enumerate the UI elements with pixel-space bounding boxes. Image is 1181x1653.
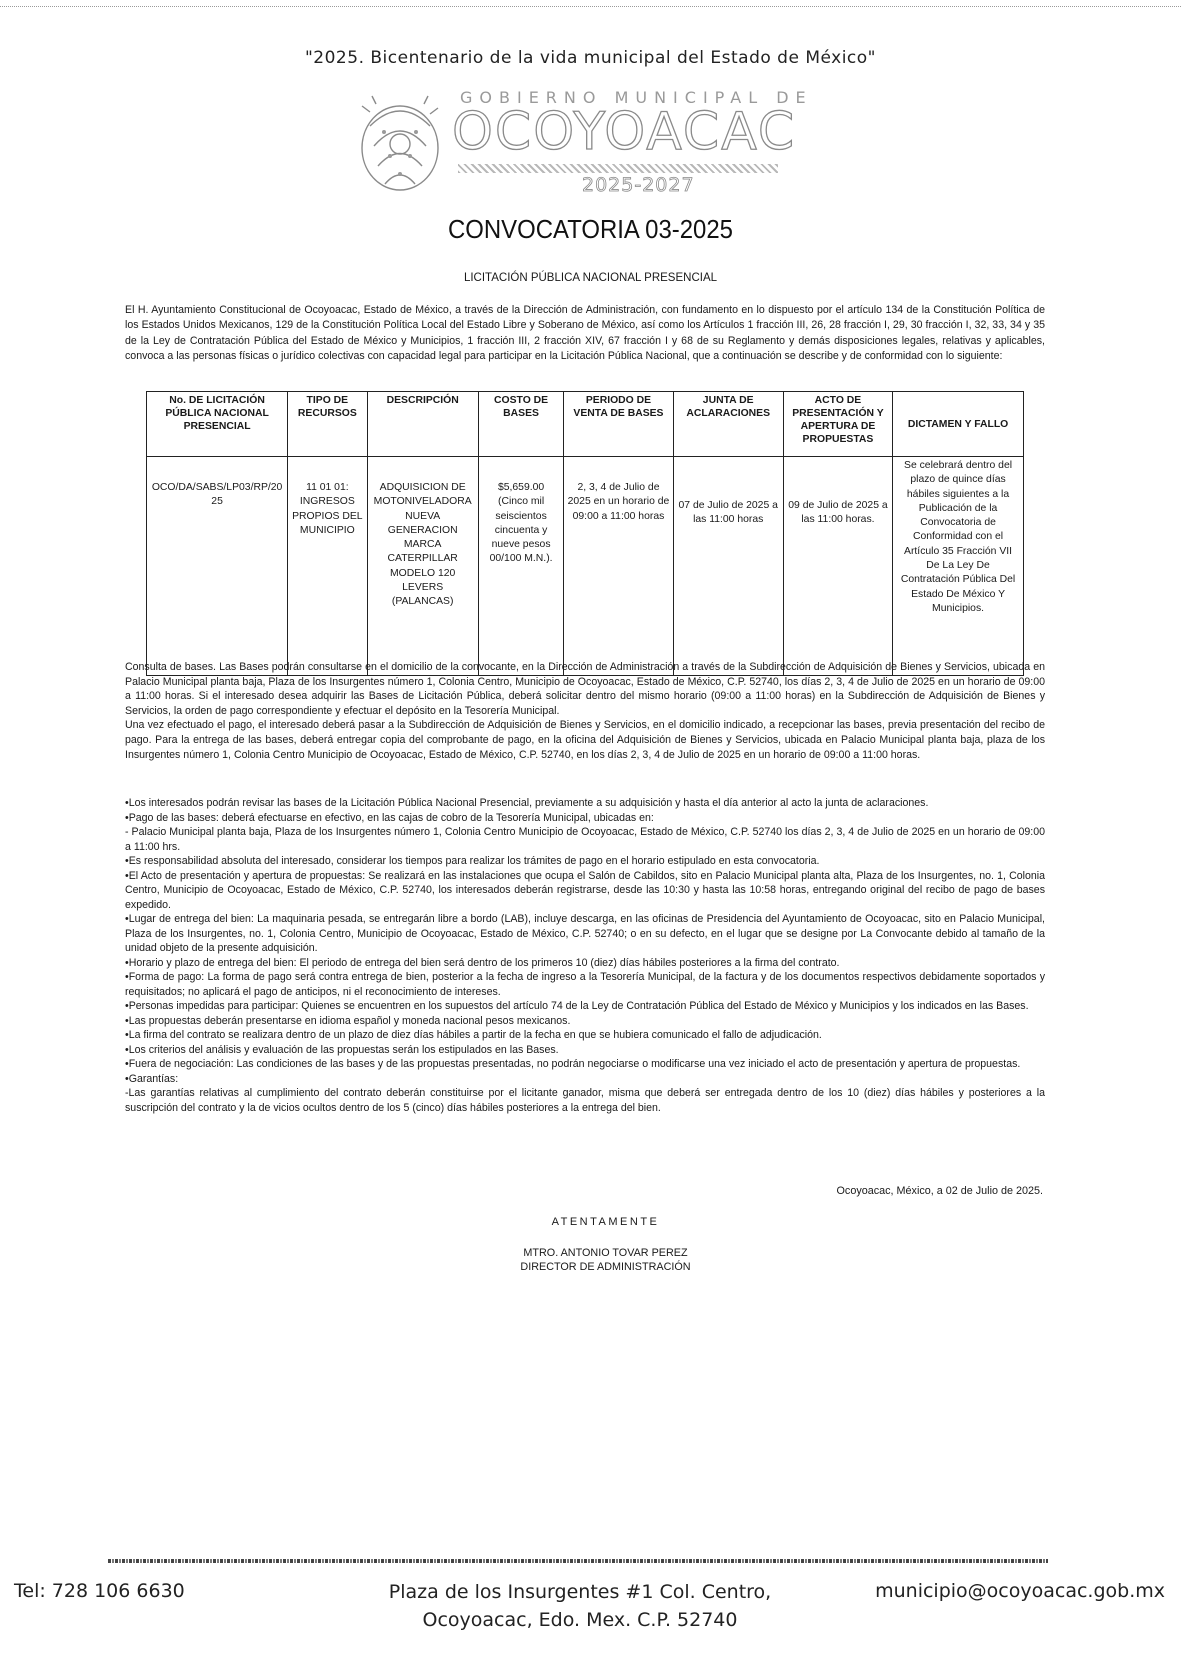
page-subtitle: LICITACIÓN PÚBLICA NACIONAL PRESENCIAL bbox=[463, 272, 718, 284]
page-title: CONVOCATORIA 03-2025 bbox=[448, 214, 733, 244]
footer-email: municipio@ocoyoacac.gob.mx bbox=[875, 1580, 1165, 1602]
signer-name: MTRO. ANTONIO TOVAR PEREZ bbox=[523, 1247, 688, 1259]
table-header: JUNTA DE ACLARACIONES bbox=[673, 392, 783, 457]
consulta-section bbox=[125, 660, 1045, 762]
consulta-paragraph: Consulta de bases. Las Bases podrán consultarse en el domicilio de la convocante, en la Dirección de Administración a través de la Subdirección de Adquisición de Bienes y Servicios, ubicada en Palacio Municipal planta baja, Plaza de los Insurgentes número 1, Colonia Centro, Municipio de Ocoyoacac, Estado de México, C.P. 52740, los días 2, 3, 4 de Julio de 2025 en un horario de 09:00 a 11:00 horas. Si el interesado desea adquirir las Bases de Licitación Pública, deberá solicitar dentro del mismo horario (09:00 a 11:00 horas) en la Subdirección de Adquisición de Bienes y Servicios, la orden de pago correspondiente y efectuar el depósito en la Tesorería Municipal. bbox=[125, 661, 1045, 717]
footer-phone: Tel: 728 106 6630 bbox=[14, 1580, 185, 1602]
closing-atentamente: ATENTAMENTE bbox=[551, 1216, 660, 1228]
table-header: No. DE LICITACIÓN PÚBLICA NACIONAL PRESENCIAL bbox=[147, 392, 288, 457]
list-item: •Forma de pago: La forma de pago será contra entrega de bien, posterior a la fecha de ingreso a la Tesorería Municipal, de la factura y de los documentos respectivos debidamente soportados y requisitados; no aplicará el pago de anticipos, ni el reconocimiento de intereses. bbox=[125, 971, 1045, 998]
table-header: PERIODO DE VENTA DE BASES bbox=[564, 392, 673, 457]
signer-role: DIRECTOR DE ADMINISTRACIÓN bbox=[520, 1261, 691, 1273]
list-item: •Garantías: bbox=[125, 1072, 179, 1085]
table-header: COSTO DE BASES bbox=[478, 392, 564, 457]
footer-address-line: Ocoyoacac, Edo. Mex. C.P. 52740 bbox=[422, 1609, 738, 1631]
logo-ornament-band bbox=[458, 164, 778, 173]
date-line: Ocoyoacac, México, a 02 de Julio de 2025. bbox=[836, 1185, 1043, 1197]
table-cell-dictamen: Se celebrará dentro del plazo de quince días hábiles siguientes a la Publicación de la Convocatoria de Conformidad con el Artículo 35 Fracción VII De La Ley De Contratación Pública Del Estado De México Y Municipios. bbox=[893, 457, 1024, 676]
table-row bbox=[147, 457, 1024, 676]
licitacion-table bbox=[146, 391, 1024, 676]
list-item: •El Acto de presentación y apertura de propuestas: Se realizará en las instalaciones que ocupa el Salón de Cabildos, sito en Palacio Municipal planta alta, Plaza de los Insurgentes, no. 1, Colonia Centro, Municipio de Ocoyoacac, Estado de México, C.P. 52740, los interesados deberán registrarse, desde las 10:30 y hasta las 10:58 horas, entregando original del recibo de pago de bases expedido. bbox=[125, 869, 1045, 911]
list-item: •Es responsabilidad absoluta del interesado, considerar los tiempos para realizar los trámites de pago en el horario estipulado en esta convocatoria. bbox=[125, 855, 820, 867]
table-header: ACTO DE PRESENTACIÓN Y APERTURA DE PROPUESTAS bbox=[783, 392, 892, 457]
table-cell-recursos: 11 01 01: INGRESOS PROPIOS DEL MUNICIPIO bbox=[288, 457, 367, 676]
table-header-row bbox=[147, 392, 1024, 457]
table-cell-numero: OCO/DA/SABS/LP03/RP/2025 bbox=[147, 457, 288, 676]
conditions-list bbox=[125, 796, 1045, 1115]
list-item: •Los criterios del análisis y evaluación de las propuestas serán los estipulados en las Bases. bbox=[125, 1043, 559, 1056]
list-item: -Las garantías relativas al cumplimiento del contrato deberán constituirse por el licitante ganador, misma que deberá ser entregada dentro de los 10 (diez) días hábiles y posteriores a la suscripción del contrato y la de vicios ocultos dentro de los 5 (cinco) días hábiles posteriores a la entrega del bien. bbox=[125, 1087, 1045, 1114]
motto-line: "2025. Bicentenario de la vida municipal del Estado de México" bbox=[304, 48, 876, 68]
emblem-icon bbox=[350, 86, 450, 204]
footer-address bbox=[380, 1578, 780, 1634]
table-cell-acto: 09 de Julio de 2025 a las 11:00 horas. bbox=[783, 457, 892, 676]
list-item: •Las propuestas deberán presentarse en idioma español y moneda nacional pesos mexicanos. bbox=[125, 1014, 571, 1027]
list-item: •Fuera de negociación: Las condiciones de las bases y de las propuestas presentadas, no podrán negociarse o modificarse una vez iniciado el acto de presentación y apertura de propuestas. bbox=[125, 1058, 1021, 1070]
list-item: •Pago de las bases: deberá efectuarse en efectivo, en las cajas de cobro de la Tesorería Municipal, ubicadas en: bbox=[125, 811, 654, 824]
municipal-logo bbox=[350, 86, 830, 204]
table-cell-periodo: 2, 3, 4 de Julio de 2025 en un horario de 09:00 a 11:00 horas bbox=[564, 457, 673, 676]
list-item: •Personas impedidas para participar: Quienes se encuentren en los supuestos del artículo 74 de la Ley de Contratación Pública del Estado de México y Municipios y los indicados en las Bases. bbox=[125, 1000, 1029, 1012]
table-header: TIPO DE RECURSOS bbox=[288, 392, 367, 457]
list-item: •Lugar de entrega del bien: La maquinaria pesada, se entregarán libre a bordo (LAB), incluye descarga, en las oficinas de Presidencia del Ayuntamiento de Ocoyoacac, sito en Palacio Municipal, Plaza de los Insurgentes, no. 1, Colonia Centro, Municipio de Ocoyoacac, Estado de México, C.P. 52740; o en su defecto, en el lugar que se designe por La Convocante debido al tamaño de la unidad objeto de la presente adquisición. bbox=[125, 913, 1045, 954]
consulta-paragraph: Una vez efectuado el pago, el interesado deberá pasar a la Subdirección de Adquisición de Bienes y Servicios, en el domicilio indicado, a recepcionar las bases, previa presentación del recibo de pago. Para la entrega de las bases, deberá entregar copia del comprobante de pago, en la oficina del Adquisición de Bienes y Servicios, ubicada en Palacio Municipal planta baja, plaza de los Insurgentes número 1, Colonia Centro Municipio de Ocoyoacac, Estado de México, C.P. 52740, en los días 2, 3, 4 de Julio de 2025 en un horario de 09:00 a 11:00 horas. bbox=[125, 719, 1045, 761]
table-header: DICTAMEN Y FALLO bbox=[893, 392, 1024, 457]
logo-gobierno-text: GOBIERNO MUNICIPAL DE bbox=[460, 88, 813, 107]
list-item: •Horario y plazo de entrega del bien: El periodo de entrega del bien será dentro de los primeros 10 (diez) días hábiles posteriores a la firma del contrato. bbox=[125, 956, 840, 969]
list-item: •La firma del contrato se realizara dentro de un plazo de diez días hábiles a partir de la fecha en que se hubiera comunicado el fallo de adjudicación. bbox=[125, 1029, 822, 1041]
footer-divider bbox=[108, 1559, 1048, 1563]
table-header: DESCRIPCIÓN bbox=[367, 392, 478, 457]
logo-name-text: OCOYOACAC bbox=[452, 102, 797, 162]
table-cell-descripcion: ADQUISICION DE MOTONIVELADORA NUEVA GENERACION MARCA CATERPILLAR MODELO 120 LEVERS (PALANCAS) bbox=[367, 457, 478, 676]
signature-block bbox=[0, 1246, 1181, 1274]
scan-edge bbox=[0, 0, 1181, 7]
intro-paragraph: El H. Ayuntamiento Constitucional de Ocoyoacac, Estado de México, a través de la Dirección de Administración, con fundamento en lo dispuesto por el artículo 134 de la Constitución Política de los Estados Unidos Mexicanos, 129 de la Constitución Política Local del Estado Libre y Soberano de México, así como los Artículos 1 fracción III, 26, 28 fracción I, 29, 30 fracción I, 32, 33, 34 y 35 de la Ley de Contratación Pública del Estado de México y Municipios, 1 fracción III, 2 fracción XIV, 67 fracción I y 68 de su Reglamento y demás disposiciones legales, relativas y aplicables, convoca a las personas físicas o jurídico colectivas con capacidad legal para participar en la Licitación Pública Nacional, que a continuación se describe y de conformidad con lo siguiente: bbox=[125, 304, 1045, 363]
logo-period-text: 2025-2027 bbox=[582, 174, 695, 196]
footer-address-line: Plaza de los Insurgentes #1 Col. Centro, bbox=[388, 1581, 772, 1603]
table-cell-junta: 07 de Julio de 2025 a las 11:00 horas bbox=[673, 457, 783, 676]
list-item: - Palacio Municipal planta baja, Plaza de los Insurgentes número 1, Colonia Centro Municipio de Ocoyoacac, Estado de México, C.P. 52740 los días 2, 3, 4 de Julio de 2025 en un horario de 09:00 a 11:00 hrs. bbox=[125, 826, 1045, 853]
table-cell-costo: $5,659.00 (Cinco mil seiscientos cincuenta y nueve pesos 00/100 M.N.). bbox=[478, 457, 564, 676]
list-item: •Los interesados podrán revisar las bases de la Licitación Pública Nacional Presencial, previamente a su adquisición y hasta el día anterior al acto la junta de aclaraciones. bbox=[125, 797, 929, 809]
